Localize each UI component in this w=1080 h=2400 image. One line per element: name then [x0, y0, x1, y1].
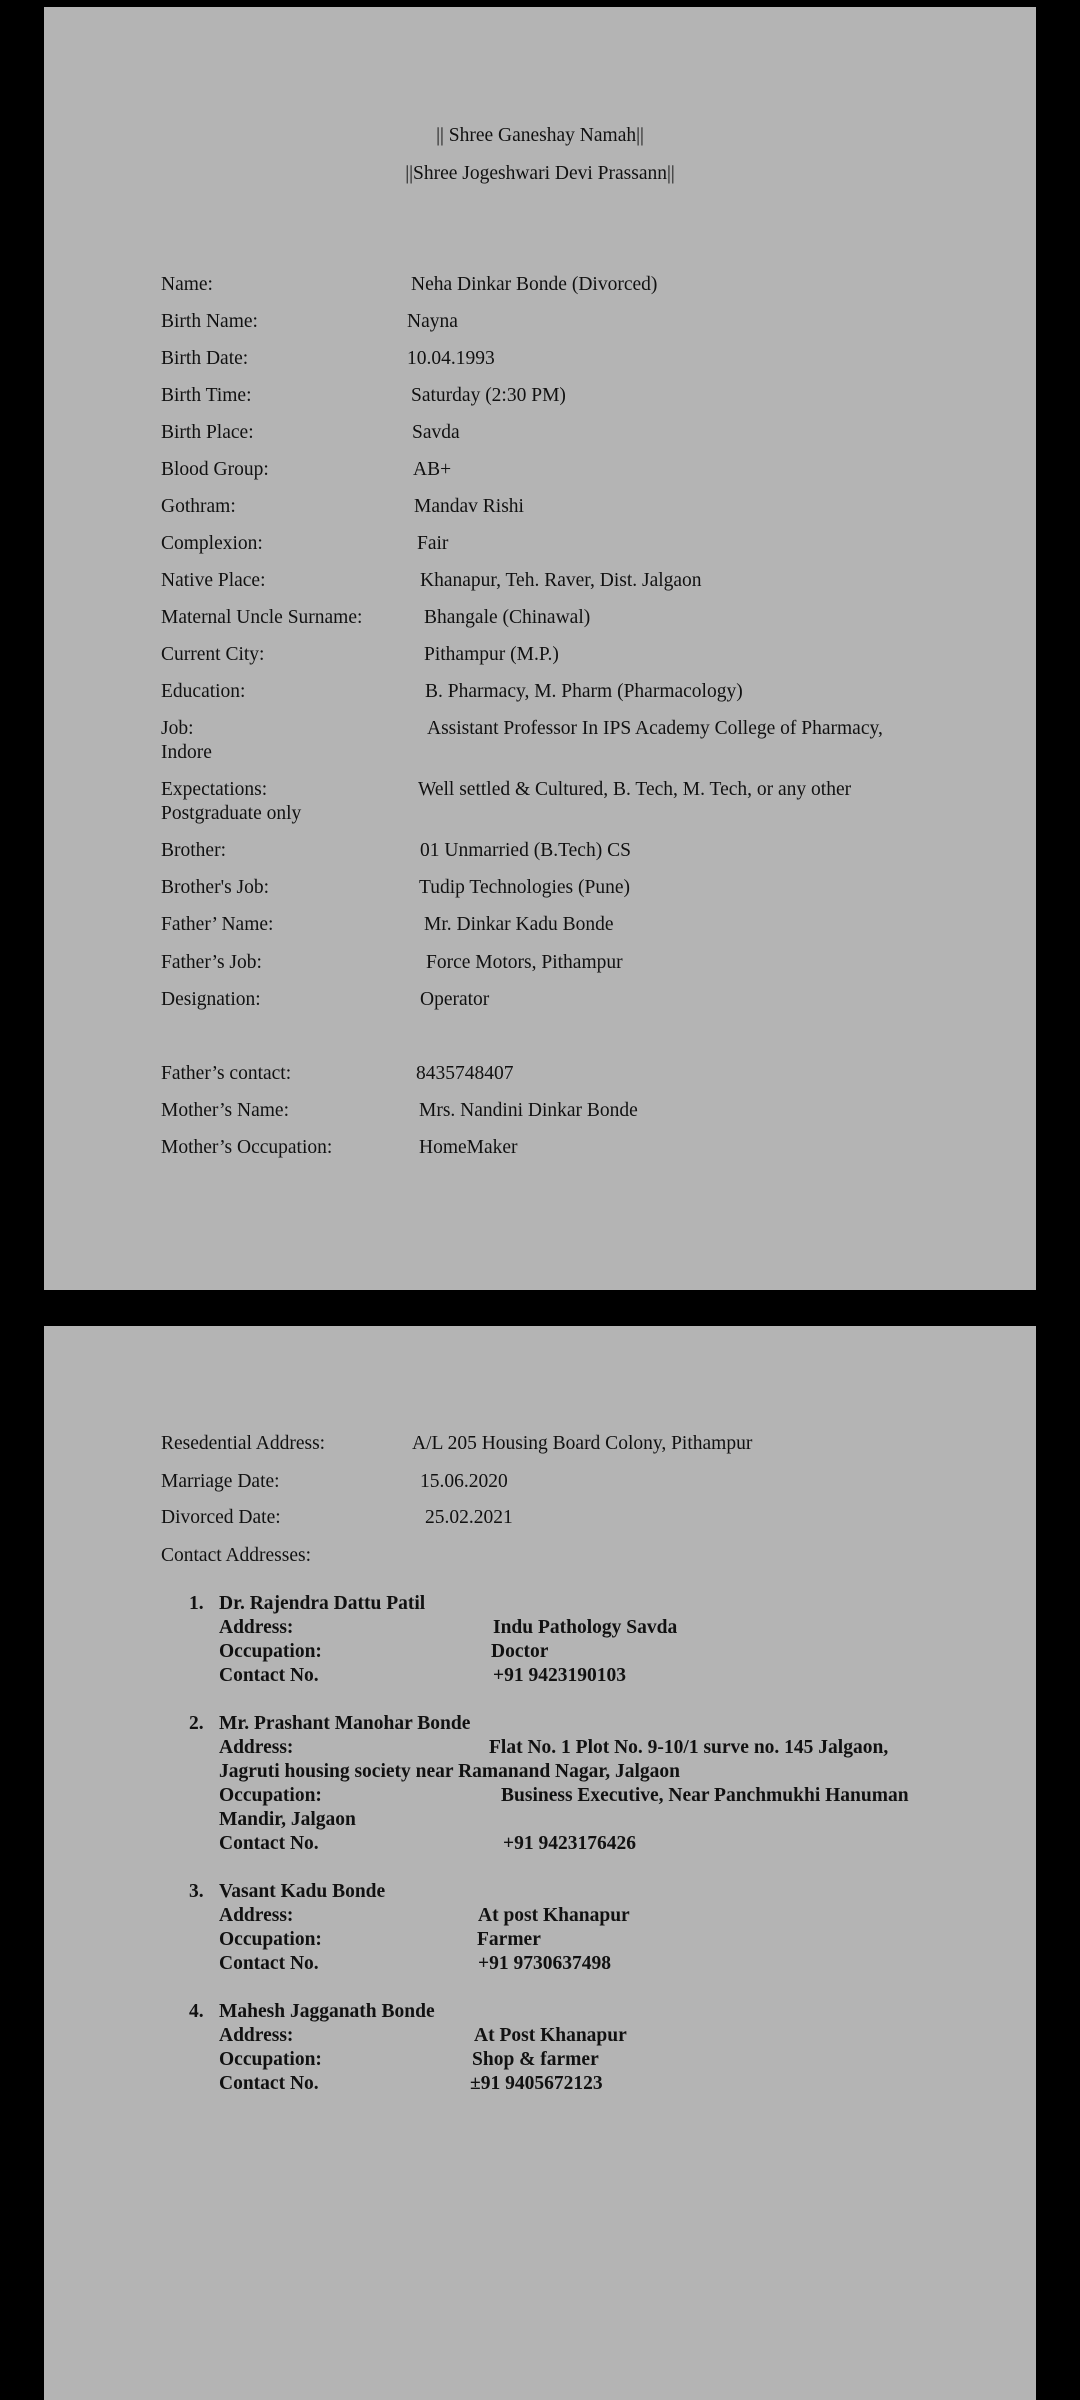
- field-value-complexion: Fair: [417, 533, 449, 554]
- contact-number: 4.: [189, 2001, 204, 2022]
- contact-phone-value: +91 9423190103: [493, 1665, 626, 1686]
- field-value-fathers-name: Mr. Dinkar Kadu Bonde: [424, 914, 614, 935]
- field-value-maternal-uncle-surname: Bhangale (Chinawal): [424, 607, 591, 628]
- contact-address-label: Address:: [219, 1617, 294, 1638]
- field-value-fathers-job: Force Motors, Pithampur: [426, 952, 623, 973]
- field-label-divorced-date: Divorced Date:: [161, 1507, 281, 1528]
- field-value-fathers-contact: 8435748407: [416, 1063, 514, 1084]
- field-value-birth-name: Nayna: [407, 311, 458, 332]
- field-value-birth-time: Saturday (2:30 PM): [411, 385, 566, 406]
- contact-occupation-value: Doctor: [491, 1641, 549, 1662]
- field-label-residential-address: Resedential Address:: [161, 1433, 326, 1454]
- contact-address-continuation: Jagruti housing society near Ramanand Nagar, Jalgaon: [219, 1761, 681, 1782]
- document-page-2: [44, 1326, 1036, 2400]
- contact-address-label: Address:: [219, 2025, 294, 2046]
- field-label-maternal-uncle-surname: Maternal Uncle Surname:: [161, 607, 363, 628]
- contact-number: 2.: [189, 1713, 204, 1734]
- field-value-marriage-date: 15.06.2020: [420, 1471, 508, 1492]
- contact-address-value: At Post Khanapur: [474, 2025, 627, 2046]
- contact-number: 1.: [189, 1593, 204, 1614]
- field-label-complexion: Complexion:: [161, 533, 263, 554]
- field-label-current-city: Current City:: [161, 644, 265, 665]
- contact-name: Mahesh Jagganath Bonde: [219, 2001, 435, 2022]
- contact-phone-value: +91 9730637498: [478, 1953, 611, 1974]
- field-value-designation: Operator: [420, 989, 490, 1010]
- field-label-brothers-job: Brother's Job:: [161, 877, 270, 898]
- contact-address-value: Indu Pathology Savda: [493, 1617, 678, 1638]
- contact-occupation-value: Farmer: [477, 1929, 541, 1950]
- field-label-native-place: Native Place:: [161, 570, 266, 591]
- field-value-mothers-occupation: HomeMaker: [419, 1137, 518, 1158]
- contact-occupation-value: Business Executive, Near Panchmukhi Hanuman: [501, 1785, 909, 1806]
- contact-phone-label: Contact No.: [219, 1665, 319, 1686]
- field-value-birth-date: 10.04.1993: [407, 348, 495, 369]
- field-label-birth-name: Birth Name:: [161, 311, 258, 332]
- field-label-gothram: Gothram:: [161, 496, 236, 517]
- contact-occupation-label: Occupation:: [219, 1641, 322, 1662]
- field-value-job-continuation: Indore: [161, 742, 212, 763]
- field-value-native-place: Khanapur, Teh. Raver, Dist. Jalgaon: [420, 570, 702, 591]
- field-value-blood-group: AB+: [413, 459, 452, 480]
- contact-phone-label: Contact No.: [219, 2073, 319, 2094]
- field-label-expectations: Expectations:: [161, 779, 268, 800]
- field-value-brother: 01 Unmarried (B.Tech) CS: [420, 840, 631, 861]
- invocation-line-2: ||Shree Jogeshwari Devi Prassann||: [405, 163, 675, 184]
- contacts-heading: Contact Addresses:: [161, 1545, 312, 1566]
- contact-name: Mr. Prashant Manohar Bonde: [219, 1713, 471, 1734]
- contact-occupation-label: Occupation:: [219, 1785, 322, 1806]
- contact-phone-label: Contact No.: [219, 1833, 319, 1854]
- field-label-education: Education:: [161, 681, 246, 702]
- field-value-education: B. Pharmacy, M. Pharm (Pharmacology): [425, 681, 743, 702]
- field-label-blood-group: Blood Group:: [161, 459, 269, 480]
- field-value-birth-place: Savda: [412, 422, 460, 443]
- contact-phone-value: ±91 9405672123: [470, 2073, 603, 2094]
- field-value-job: Assistant Professor In IPS Academy College of Pharmacy,: [427, 718, 883, 739]
- field-value-mothers-name: Mrs. Nandini Dinkar Bonde: [419, 1100, 638, 1121]
- field-label-birth-place: Birth Place:: [161, 422, 254, 443]
- invocation-line-1: || Shree Ganeshay Namah||: [436, 125, 644, 146]
- field-value-brothers-job: Tudip Technologies (Pune): [419, 877, 630, 898]
- field-value-name: Neha Dinkar Bonde (Divorced): [411, 274, 658, 295]
- contact-address-label: Address:: [219, 1737, 294, 1758]
- contact-occupation-continuation: Mandir, Jalgaon: [219, 1809, 356, 1830]
- contact-occupation-value: Shop & farmer: [472, 2049, 599, 2070]
- field-value-current-city: Pithampur (M.P.): [424, 644, 559, 665]
- contact-address-value: Flat No. 1 Plot No. 9-10/1 surve no. 145 Jalgaon,: [489, 1737, 889, 1758]
- field-value-divorced-date: 25.02.2021: [425, 1507, 513, 1528]
- document-page-1: [44, 7, 1036, 1290]
- field-value-gothram: Mandav Rishi: [414, 496, 524, 517]
- field-label-mothers-name: Mother’s Name:: [161, 1100, 289, 1121]
- field-value-expectations: Well settled & Cultured, B. Tech, M. Tech, or any other: [418, 779, 852, 800]
- contact-name: Vasant Kadu Bonde: [219, 1881, 386, 1902]
- field-value-residential-address: A/L 205 Housing Board Colony, Pithampur: [412, 1433, 753, 1454]
- field-label-birth-date: Birth Date:: [161, 348, 249, 369]
- field-label-designation: Designation:: [161, 989, 261, 1010]
- field-label-job: Job:: [161, 718, 194, 739]
- contact-address-value: At post Khanapur: [478, 1905, 630, 1926]
- contact-number: 3.: [189, 1881, 204, 1902]
- contact-occupation-label: Occupation:: [219, 2049, 322, 2070]
- field-label-fathers-job: Father’s Job:: [161, 952, 262, 973]
- field-value-expectations-continuation: Postgraduate only: [161, 803, 302, 824]
- contact-phone-label: Contact No.: [219, 1953, 319, 1974]
- contact-occupation-label: Occupation:: [219, 1929, 322, 1950]
- field-label-fathers-name: Father’ Name:: [161, 914, 274, 935]
- contact-name: Dr. Rajendra Dattu Patil: [219, 1593, 426, 1614]
- field-label-birth-time: Birth Time:: [161, 385, 252, 406]
- field-label-brother: Brother:: [161, 840, 226, 861]
- contact-phone-value: +91 9423176426: [503, 1833, 636, 1854]
- contact-address-label: Address:: [219, 1905, 294, 1926]
- field-label-fathers-contact: Father’s contact:: [161, 1063, 292, 1084]
- field-label-marriage-date: Marriage Date:: [161, 1471, 280, 1492]
- field-label-name: Name:: [161, 274, 213, 295]
- field-label-mothers-occupation: Mother’s Occupation:: [161, 1137, 333, 1158]
